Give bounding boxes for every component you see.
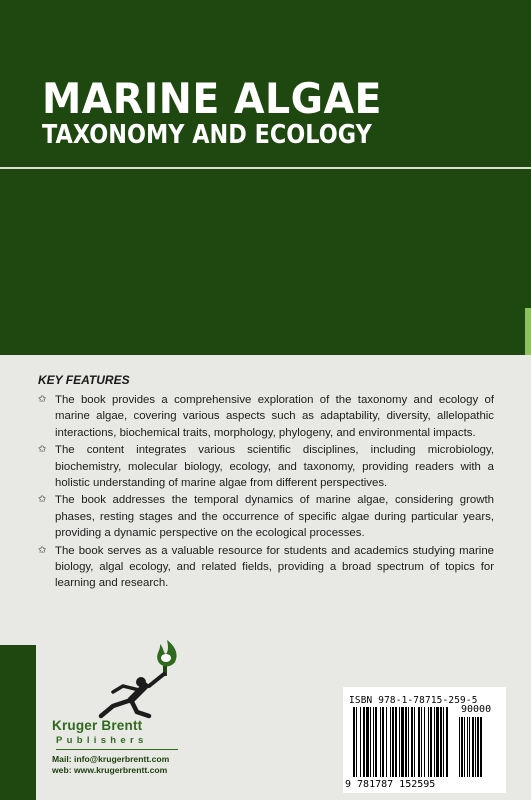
publisher-name: Kruger Brentt [52,718,143,733]
key-features-section [38,373,494,593]
feature-item [38,543,494,592]
title-divider [0,167,531,169]
publisher-website: web: www.krugerbrentt.com [52,765,168,775]
isbn-label: ISBN 978-1-78715-259-5 [349,695,478,706]
leaping-figure-torch-icon [65,636,195,726]
feature-item [38,442,494,491]
barcode-area [343,687,506,793]
feature-text: The book provides a comprehensive exploration of the taxonomy and ecology of marine algae, covering various aspects such as adaptability, diversity, allelopathic interactions, biochemical traits, morphology, phylogeny, and environmental impacts. [55,394,494,439]
barcode-ean: 9 781787 152595 [345,779,436,790]
star-outline-icon: ✩ [38,394,47,405]
edge-accent-strip [525,308,531,355]
spine-accent-strip [0,645,36,800]
feature-text: The book addresses the temporal dynamics of marine algae, considering growth phases, resting stages and the occurrence of specific algae during particular years, providing a dynamic perspective on the ecological processes. [55,494,494,540]
publisher-divider [56,749,178,750]
feature-item [38,492,494,541]
publisher-email: Mail: info@krugerbrentt.com [52,754,170,764]
feature-text: The book serves as a valuable resource for students and academics studying marine biology, algal ecology, and related fields, providing a broad spectrum of topics for learning and research. [55,544,494,590]
feature-item [38,392,494,441]
star-outline-icon: ✩ [38,494,47,506]
book-title: MARINE ALGAE [42,74,382,123]
barcode-addon: 90000 [461,704,492,715]
feature-text: The content integrates various scientific disciplines, including microbiology, biochemistry, molecular biology, ecology, and taxonomy, providing readers with a holistic understanding of marine algae from different perspectives. [55,444,494,490]
cover-title-panel [0,0,531,355]
barcode-icon [343,687,506,793]
star-outline-icon: ✩ [38,444,47,456]
star-outline-icon: ✩ [38,544,47,556]
book-subtitle: TAXONOMY AND ECOLOGY [42,120,372,150]
publisher-tagline: Publishers [56,735,148,746]
key-features-heading: KEY FEATURES [38,373,130,387]
